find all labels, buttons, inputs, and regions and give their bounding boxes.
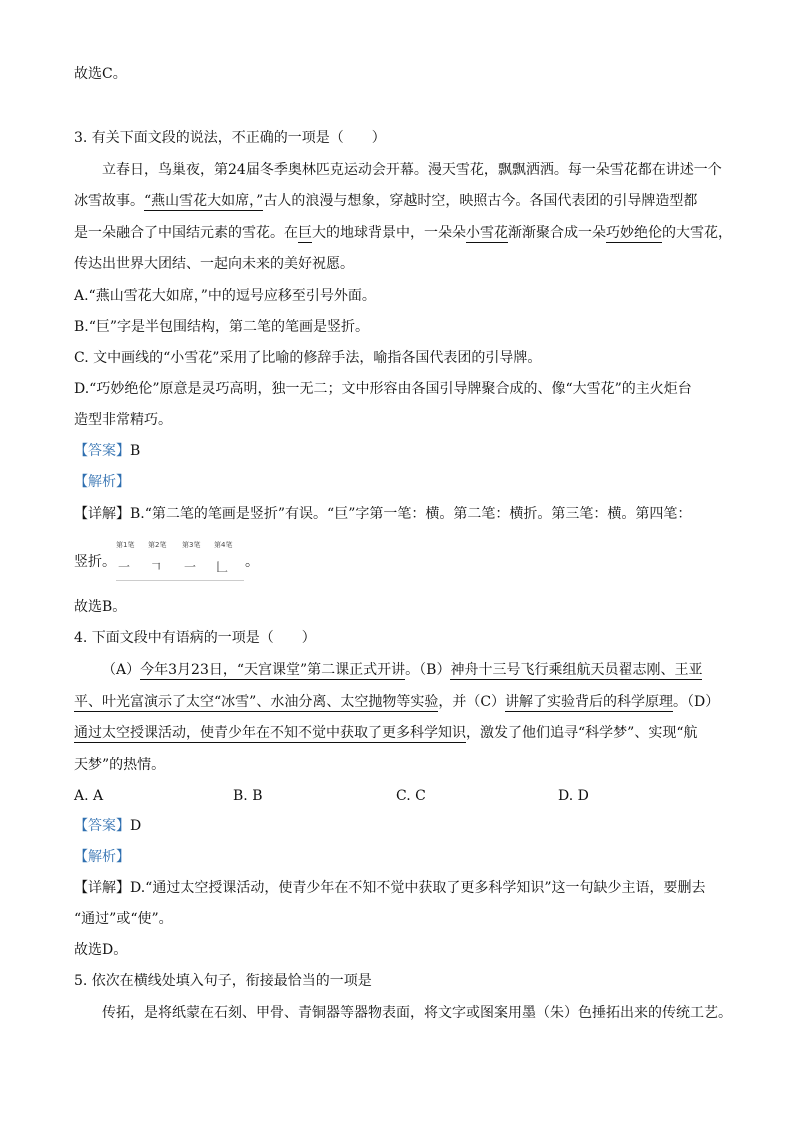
stroke-glyph: 一 <box>184 560 197 574</box>
underlined-sentence: 讲解了实验背后的科学原理 <box>505 694 674 710</box>
q2-conclusion: 故选C。 <box>74 66 127 82</box>
q4-option-a: A. A <box>74 788 104 804</box>
q3-detail-cont: 竖折。 <box>74 554 116 570</box>
q3-analysis-label: 【解析】 <box>74 474 130 490</box>
q3-conclusion: 故选B。 <box>74 599 127 615</box>
q4-answer: 【答案】D <box>74 818 142 834</box>
q5-title: 5. 依次在横线处填入句子，衔接最恰当的一项是 <box>74 973 372 989</box>
q3-passage-line: 冰雪故事。“燕山雪花大如席，”古人的浪漫与想象，穿越时空，映照古今。各国代表团的引导牌造型都 <box>74 193 698 209</box>
q4-passage-line: 平、叶光富演示了太空“冰雪”、水油分离、太空抛物等实验，并（C）讲解了实验背后的科学原理。（D） <box>74 694 720 710</box>
q3-answer: 【答案】B <box>74 443 141 459</box>
q3-detail: 【详解】B.“第二笔的笔画是竖折”有误。“巨”字第一笔：横。第二笔：横折。第三笔：横。第四笔： <box>74 506 692 522</box>
q4-option-c: C. C <box>396 788 426 804</box>
underlined-phrase: “燕山雪花大如席，” <box>144 193 264 209</box>
q4-conclusion: 故选D。 <box>74 942 128 958</box>
stroke-header: 第1笔 <box>116 541 135 549</box>
q4-detail-cont: “通过”或“使”。 <box>74 911 173 927</box>
stroke-header: 第2笔 <box>148 541 167 549</box>
q4-analysis-label: 【解析】 <box>74 849 130 865</box>
underlined-phrase: 小雪花 <box>466 225 508 241</box>
q5-passage-line: 传拓，是将纸蒙在石刻、甲骨、青铜器等器物表面，将文字或图案用墨（朱）色捶拓出来的传统工艺。 <box>102 1005 732 1021</box>
stroke-glyph: 𠃍 <box>150 560 163 574</box>
q3-passage-line: 传达出世界大团结、一起向未来的美好祝愿。 <box>74 256 354 272</box>
q3-option-a: A.“燕山雪花大如席，”中的逗号应移至引号外面。 <box>74 288 376 304</box>
q3-option-d: D.“巧妙绝伦”原意是灵巧高明，独一无二；文中形容由各国引导牌聚合成的、像“大雪花”的主火炬台 <box>74 381 692 397</box>
stroke-header: 第3笔 <box>182 541 201 549</box>
q4-passage-line: （A）今年3月23日，“天宫课堂”第二课正式开讲。（B）神舟十三号飞行乘组航天员翟志刚、王亚 <box>102 662 703 678</box>
q3-option-d-cont: 造型非常精巧。 <box>74 412 172 428</box>
stroke-glyph: 一 <box>118 560 131 574</box>
underlined-sentence: 神舟十三号飞行乘组航天员翟志刚、王亚 <box>450 662 703 678</box>
q4-detail: 【详解】D.“通过太空授课活动，使青少年在不知不觉中获取了更多科学知识”这一句缺少主语，要删去 <box>74 880 706 896</box>
q4-option-b: B. B <box>233 788 263 804</box>
q3-detail-end: 。 <box>245 554 259 570</box>
stroke-order-figure <box>116 538 244 581</box>
q4-passage-line: 通过太空授课活动，使青少年在不知不觉中获取了更多科学知识，激发了他们追寻“科学梦”、实现“航 <box>74 725 698 741</box>
q3-title: 3. 有关下面文段的说法，不正确的一项是（ ） <box>74 130 386 146</box>
q4-passage-line: 天梦”的热情。 <box>74 757 166 773</box>
stroke-header: 第4笔 <box>214 541 233 549</box>
underlined-phrase: 巨 <box>298 225 312 241</box>
underlined-sentence: 通过太空授课活动，使青少年在不知不觉中获取了更多科学知识 <box>74 725 466 741</box>
q4-title: 4. 下面文段中有语病的一项是（ ） <box>74 630 316 646</box>
q3-option-b: B.“巨”字是半包围结构，第二笔的笔画是竖折。 <box>74 319 370 335</box>
q3-passage-line: 是一朵融合了中国结元素的雪花。在巨大的地球背景中，一朵朵小雪花渐渐聚合成一朵巧妙绝伦的大雪花， <box>74 225 732 241</box>
underlined-sentence: 平、叶光富演示了太空“冰雪”、水油分离、太空抛物等实验 <box>74 694 439 710</box>
stroke-glyph: 𠃊 <box>216 560 229 574</box>
q3-option-c: C. 文中画线的“小雪花”采用了比喻的修辞手法，喻指各国代表团的引导牌。 <box>74 350 542 366</box>
q3-passage-line: 立春日，鸟巢夜，第24届冬季奥林匹克运动会开幕。漫天雪花，飘飘洒洒。每一朵雪花都在讲述一个 <box>102 162 722 178</box>
q4-option-d: D. D <box>558 788 589 804</box>
underlined-sentence: 今年3月23日，“天宫课堂”第二课正式开讲 <box>140 662 406 678</box>
underlined-phrase: 巧妙绝伦 <box>606 225 662 241</box>
